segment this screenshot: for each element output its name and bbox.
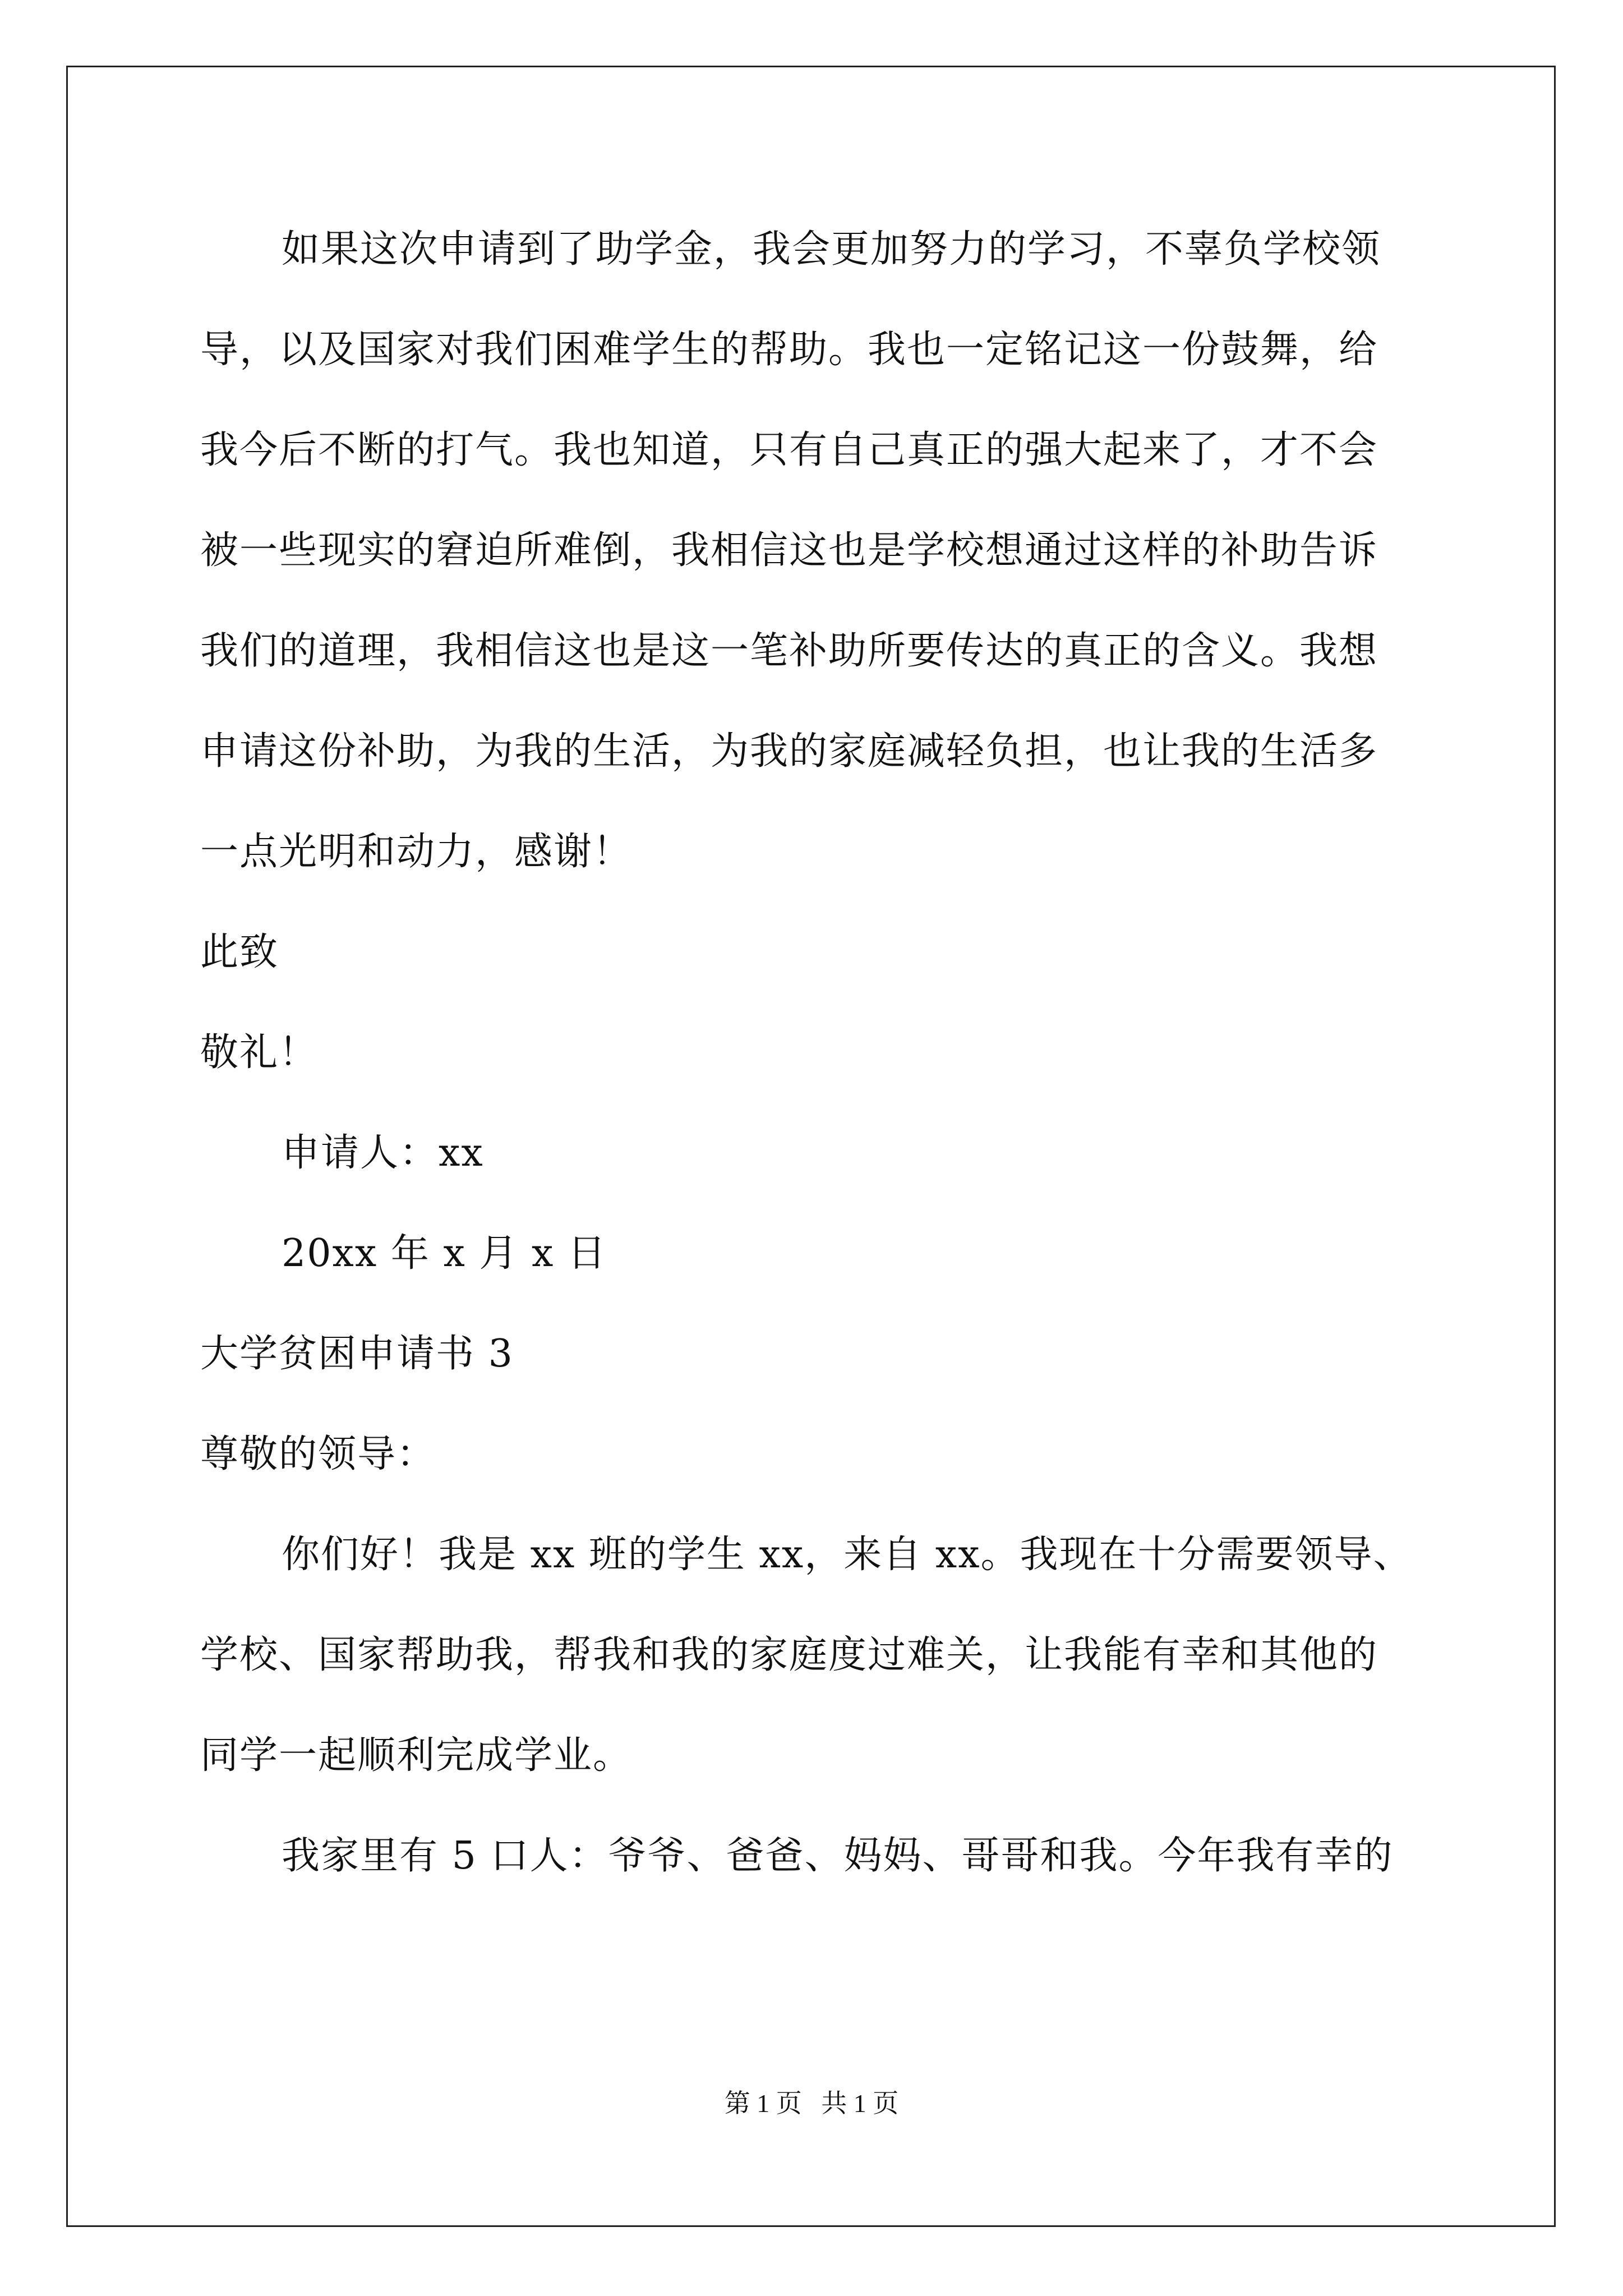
paragraph-line: 被一些现实的窘迫所难倒，我相信这也是学校想通过这样的补助告诉	[200, 528, 1378, 573]
greeting-line: 尊敬的领导：	[200, 1432, 436, 1476]
closing-salutation: 此致	[200, 930, 279, 974]
section-title: 大学贫困申请书 3	[200, 1332, 514, 1376]
closing-regards: 敬礼！	[200, 1030, 319, 1075]
paragraph-line: 我们的道理，我相信这也是这一笔补助所要传达的真正的含义。我想	[200, 629, 1378, 673]
paragraph-line: 我今后不断的打气。我也知道，只有自己真正的强大起来了，才不会	[200, 428, 1378, 472]
date-line: 20xx 年 x 月 x 日	[282, 1231, 607, 1276]
paragraph-line: 学校、国家帮助我，帮我和我的家庭度过难关，让我能有幸和其他的	[200, 1633, 1378, 1677]
paragraph-line: 你们好！我是 xx 班的学生 xx，来自 xx。我现在十分需要领导、	[282, 1533, 1413, 1577]
paragraph-line: 同学一起顺利完成学业。	[200, 1733, 633, 1778]
applicant-signature: 申请人：xx	[282, 1131, 484, 1175]
page-footer: 第 1 页 共 1 页	[724, 2089, 899, 2118]
paragraph-line: 我家里有 5 口人：爷爷、爸爸、妈妈、哥哥和我。今年我有幸的	[282, 1834, 1394, 1878]
paragraph-line: 申请这份补助，为我的生活，为我的家庭减轻负担，也让我的生活多	[200, 729, 1378, 774]
paragraph-line: 一点光明和动力，感谢！	[200, 830, 633, 874]
paragraph-line: 如果这次申请到了助学金，我会更加努力的学习，不辜负学校领	[282, 227, 1381, 272]
paragraph-line: 导，以及国家对我们困难学生的帮助。我也一定铭记这一份鼓舞，给	[200, 328, 1378, 372]
document-body	[200, 213, 1428, 1920]
